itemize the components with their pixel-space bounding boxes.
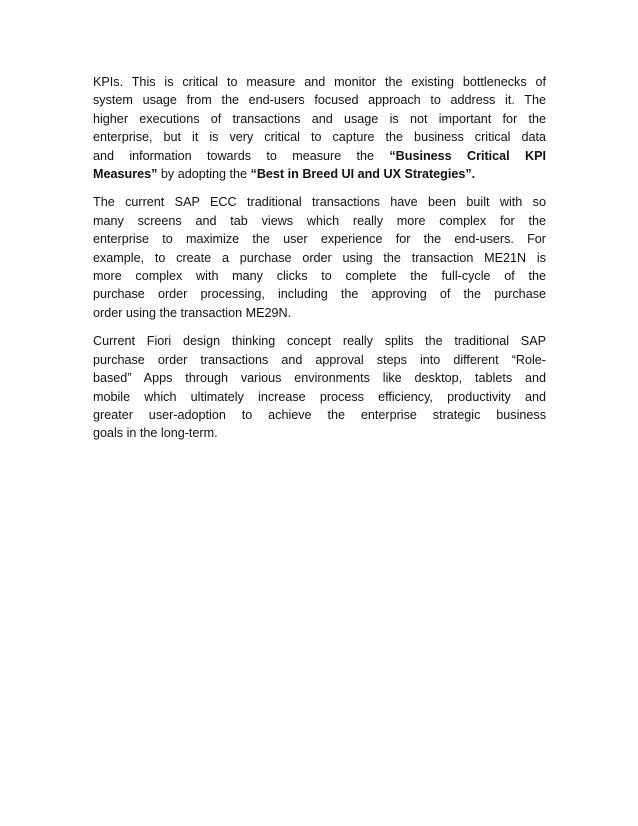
document-page	[93, 73, 546, 453]
bold-phrase-kpi: “Business Critical KPI	[389, 148, 546, 163]
text-line: higher executions of transactions and usage is not important for the	[93, 111, 546, 126]
paragraph-sap-ecc	[93, 193, 546, 322]
text-line: many screens and tab views which really more complex for the	[93, 213, 546, 228]
text-line: purchase order transactions and approval steps into different “Role-	[93, 352, 546, 367]
text-line: example, to create a purchase order using the transaction ME21N is	[93, 250, 546, 265]
text-line: order using the transaction ME29N.	[93, 305, 292, 320]
text-line: enterprise, but it is very critical to capture the business critical data	[93, 130, 546, 145]
text-line: based” Apps through various environments like desktop, tablets and	[93, 371, 546, 386]
text-segment: by adopting the	[157, 167, 251, 182]
text-line: The current SAP ECC traditional transactions have been built with so	[93, 195, 546, 210]
text-line	[93, 147, 546, 165]
paragraph-kpi-measures	[93, 73, 546, 183]
paragraph-fiori	[93, 332, 546, 442]
bold-phrase-strategies: “Best in Breed UI and UX Strategies”.	[250, 167, 476, 182]
text-line	[93, 165, 546, 183]
text-line: Current Fiori design thinking concept really splits the traditional SAP	[93, 334, 546, 349]
text-line: KPIs. This is critical to measure and monitor the existing bottlenecks of	[93, 75, 546, 89]
text-line: enterprise to maximize the user experience for the end-users. For	[93, 232, 546, 247]
text-line: goals in the long-term.	[93, 426, 218, 441]
text-line: mobile which ultimately increase process efficiency, productivity and	[93, 389, 546, 404]
text-segment: and information towards to measure the	[93, 148, 390, 163]
text-line: system usage from the end-users focused approach to address it. The	[93, 93, 546, 108]
text-line: purchase order processing, including the approving of the purchase	[93, 287, 546, 302]
text-line: more complex with many clicks to complete the full-cycle of the	[93, 269, 546, 284]
text-line: greater user-adoption to achieve the enterprise strategic business	[93, 407, 546, 422]
bold-phrase-measures: Measures”	[93, 167, 158, 182]
